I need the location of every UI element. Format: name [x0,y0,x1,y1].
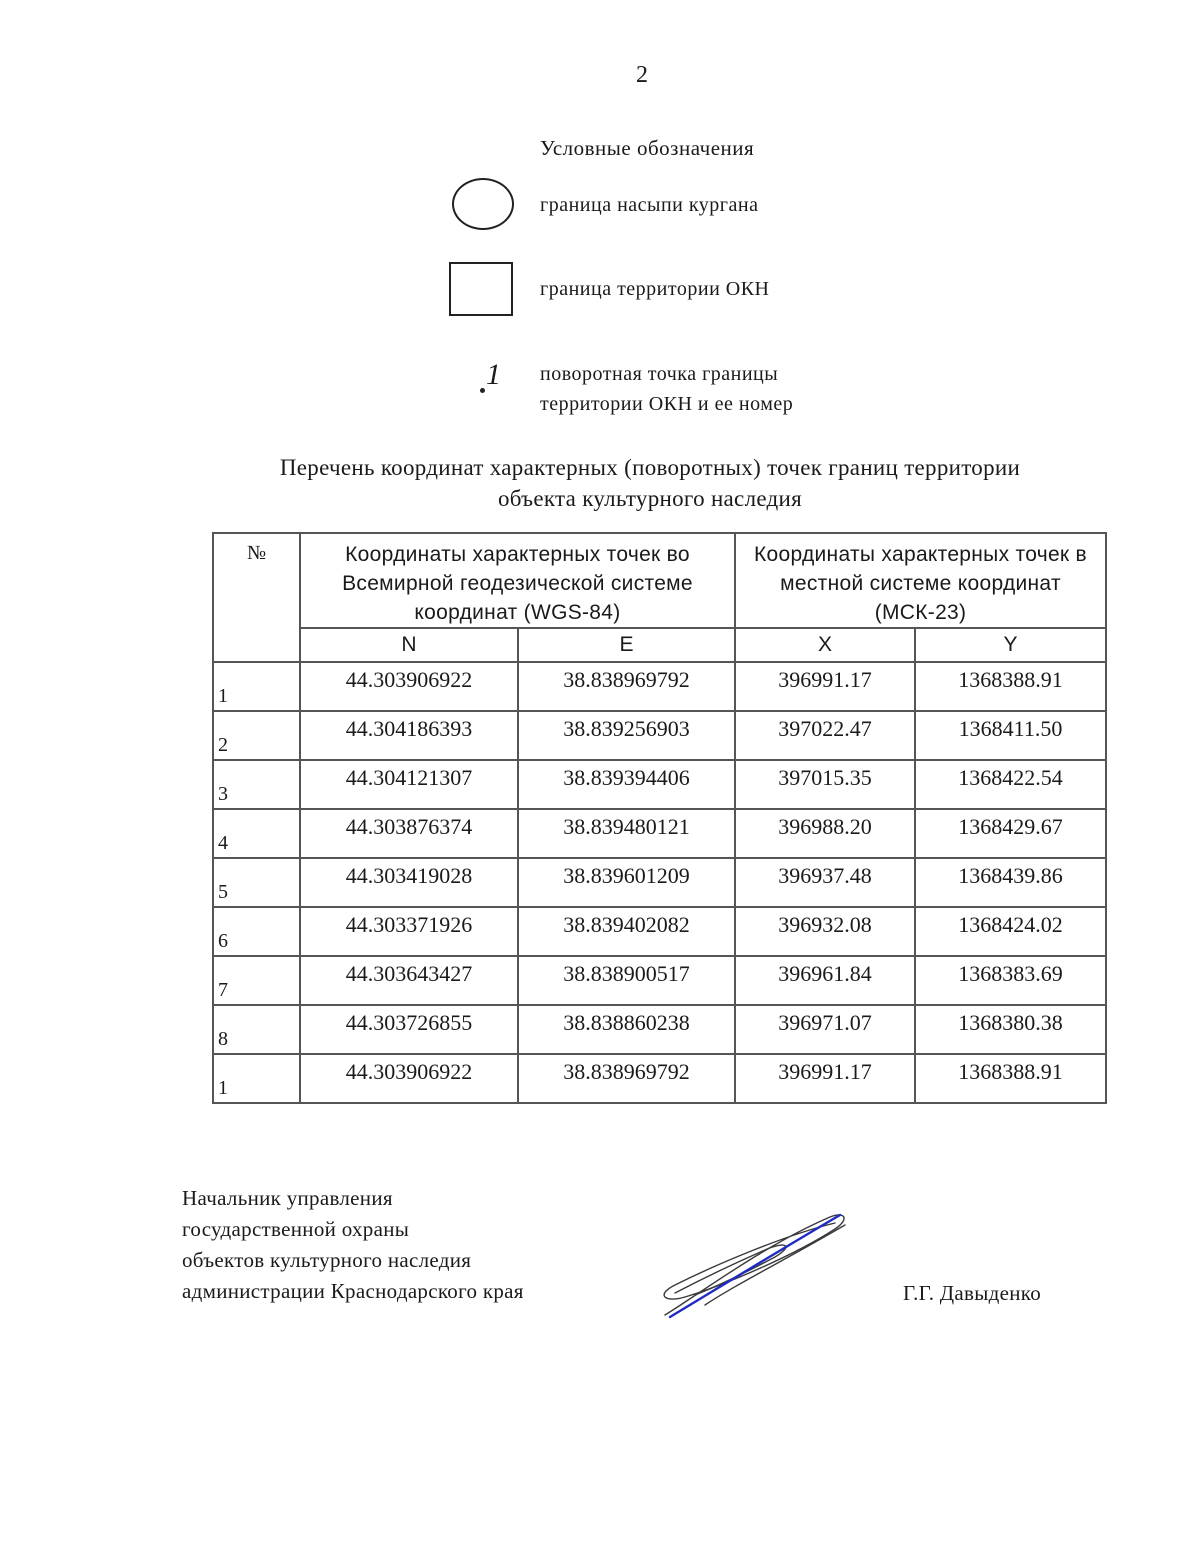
handwritten-signature [645,1205,855,1325]
y-cell: 1368424.02 [915,907,1106,956]
longitude-cell: 38.839402082 [518,907,735,956]
y-cell: 1368388.91 [915,662,1106,711]
position-line4: администрации Краснодарского края [182,1279,524,1303]
square-outline-icon [449,262,513,316]
point-number-cell: 7 [213,956,300,1005]
longitude-cell: 38.838969792 [518,1054,735,1103]
table-row [213,662,1106,711]
point-number-cell: 1 [213,662,300,711]
point-number-cell: 6 [213,907,300,956]
legend-label-turning-point-line2: территории ОКН и ее номер [540,393,794,415]
table-row [213,858,1106,907]
legend-label-turning-point [540,359,793,419]
longitude-cell: 38.839601209 [518,858,735,907]
table-row [213,1054,1106,1103]
x-cell: 397022.47 [735,711,915,760]
header-x: X [735,628,915,662]
header-number: № [213,533,300,662]
longitude-cell: 38.838900517 [518,956,735,1005]
x-cell: 396988.20 [735,809,915,858]
longitude-cell: 38.839394406 [518,760,735,809]
table-row [213,711,1106,760]
legend-label-turning-point-line1: поворотная точка границы [540,363,779,385]
latitude-cell: 44.303876374 [300,809,518,858]
header-msk23: Координаты характерных точек в местной системе координат (МСК-23) [735,533,1106,628]
latitude-cell: 44.304186393 [300,711,518,760]
longitude-cell: 38.839480121 [518,809,735,858]
point-number-cell: 8 [213,1005,300,1054]
point-number-cell: 5 [213,858,300,907]
header-n: N [300,628,518,662]
x-cell: 396932.08 [735,907,915,956]
table-row [213,760,1106,809]
y-cell: 1368429.67 [915,809,1106,858]
longitude-cell: 38.839256903 [518,711,735,760]
latitude-cell: 44.303726855 [300,1005,518,1054]
point-number-cell: 3 [213,760,300,809]
table-row [213,907,1106,956]
point-marker-number: 1 [486,358,501,391]
header-y: Y [915,628,1106,662]
heading-line1: Перечень координат характерных (поворотных) точек границ территории [279,455,1021,480]
signature-block [182,1183,524,1307]
x-cell: 396937.48 [735,858,915,907]
x-cell: 396961.84 [735,956,915,1005]
point-number-cell: 4 [213,809,300,858]
y-cell: 1368380.38 [915,1005,1106,1054]
x-cell: 396991.17 [735,662,915,711]
y-cell: 1368383.69 [915,956,1106,1005]
position-line1: Начальник управления [182,1186,393,1210]
latitude-cell: 44.303906922 [300,1054,518,1103]
latitude-cell: 44.303371926 [300,907,518,956]
x-cell: 397015.35 [735,760,915,809]
table-row [213,1005,1106,1054]
header-e: E [518,628,735,662]
coordinates-heading [150,452,1150,514]
position-line3: объектов культурного наследия [182,1248,472,1272]
x-cell: 396971.07 [735,1005,915,1054]
latitude-cell: 44.303906922 [300,662,518,711]
signatory-name: Г.Г. Давыденко [903,1281,1042,1305]
point-marker-icon [480,388,485,393]
header-wgs84: Координаты характерных точек во Всемирной геодезической системе координат (WGS-84) [300,533,735,628]
latitude-cell: 44.303643427 [300,956,518,1005]
position-line2: государственной охраны [182,1217,410,1241]
legend-label-territory-boundary: граница территории ОКН [540,278,770,300]
table-row [213,809,1106,858]
latitude-cell: 44.303419028 [300,858,518,907]
longitude-cell: 38.838860238 [518,1005,735,1054]
y-cell: 1368411.50 [915,711,1106,760]
y-cell: 1368422.54 [915,760,1106,809]
point-number-cell: 1 [213,1054,300,1103]
page-number: 2 [636,62,648,88]
point-number-cell: 2 [213,711,300,760]
y-cell: 1368388.91 [915,1054,1106,1103]
x-cell: 396991.17 [735,1054,915,1103]
table-row [213,956,1106,1005]
heading-line2: объекта культурного наследия [497,486,803,511]
legend-label-mound-boundary: граница насыпи кургана [540,194,759,216]
y-cell: 1368439.86 [915,858,1106,907]
circle-outline-icon [452,178,514,230]
legend-title: Условные обозначения [540,136,755,160]
coordinates-table [212,532,1107,1104]
latitude-cell: 44.304121307 [300,760,518,809]
longitude-cell: 38.838969792 [518,662,735,711]
